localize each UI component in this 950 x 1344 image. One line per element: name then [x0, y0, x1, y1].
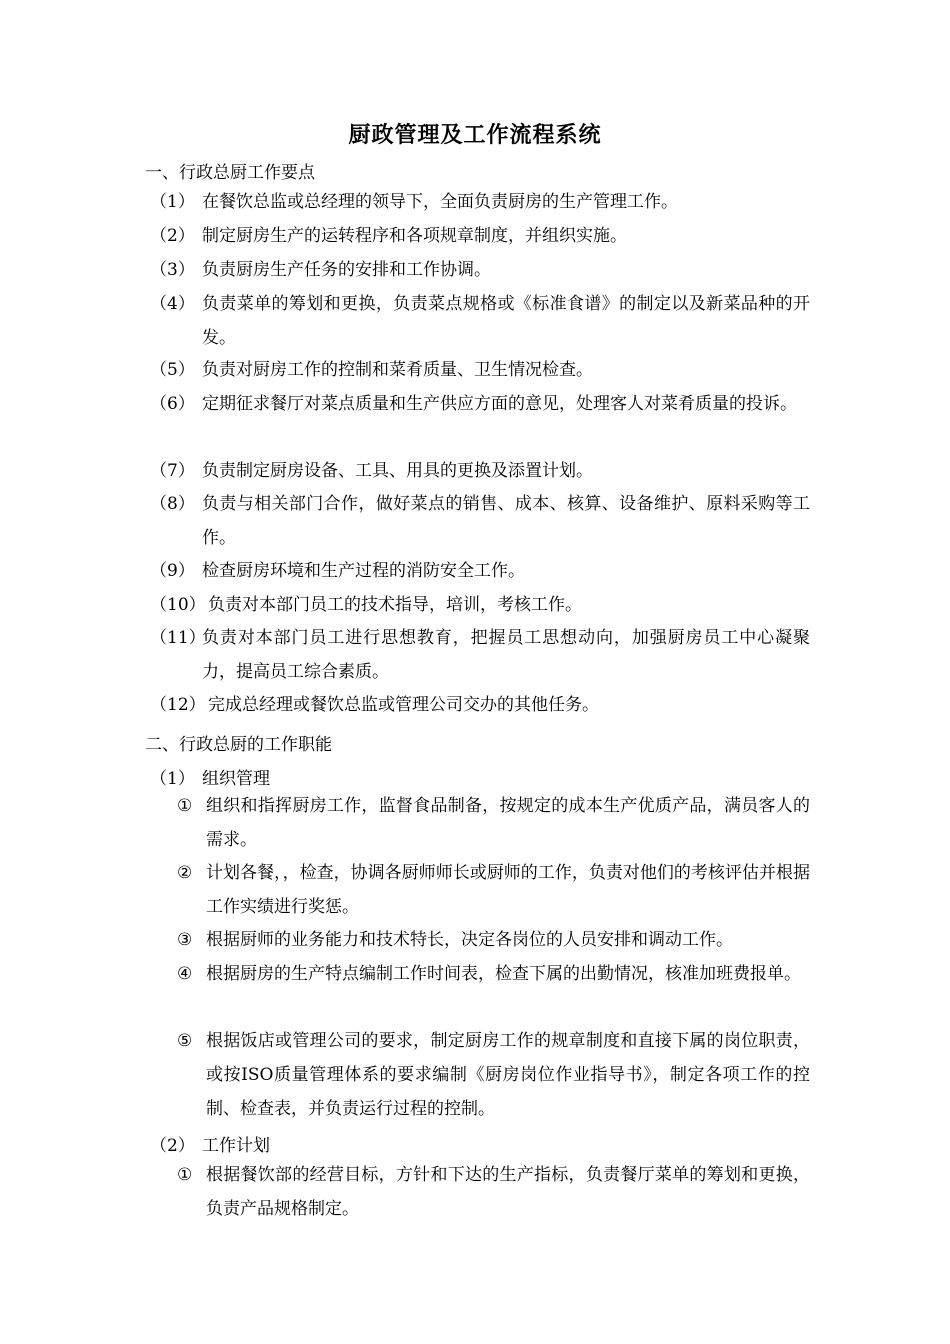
list-item [177, 789, 810, 857]
section-heading-1: 一、行政总厨工作要点 [145, 163, 315, 183]
list-item [177, 856, 810, 924]
item-number: ③ [177, 930, 193, 950]
list-item [150, 353, 810, 387]
item-number: （9） [150, 561, 195, 581]
item-number: （6） [150, 394, 195, 414]
list-item [150, 621, 810, 689]
list-item [150, 387, 810, 421]
item-text: 负责对本部门员工进行思想教育，把握员工思想动向，加强厨房员工中心凝聚力，提高员工综合素质。 [202, 628, 810, 682]
item-number: （4） [150, 294, 195, 314]
item-number: ⑤ [177, 1031, 193, 1051]
list-item [150, 185, 810, 219]
item-text: 制定厨房生产的运转程序和各项规章制度，并组织实施。 [202, 226, 627, 246]
item-number: （3） [150, 260, 195, 280]
item-number: （5） [150, 360, 195, 380]
subsection-heading [150, 1131, 270, 1156]
item-number: ② [177, 863, 193, 883]
item-text: 根据厨师的业务能力和技术特长，决定各岗位的人员安排和调动工作。 [206, 930, 733, 950]
item-number: ① [177, 1165, 193, 1185]
item-text: 定期征求餐厅对菜点质量和生产供应方面的意见，处理客人对菜肴质量的投诉。 [202, 394, 797, 414]
item-number: （12） [150, 695, 206, 715]
subsection-label: 工作计划 [202, 1136, 270, 1156]
item-text: 负责菜单的筹划和更换，负责菜点规格或《标准食谱》的制定以及新菜品种的开发。 [202, 294, 810, 348]
item-number: ① [177, 796, 193, 816]
list-item [177, 1024, 810, 1126]
item-text: 组织和指挥厨房工作，监督食品制备，按规定的成本生产优质产品，满员客人的需求。 [206, 796, 810, 850]
subsection-number: （2） [150, 1136, 195, 1156]
item-text: 检查厨房环境和生产过程的消防安全工作。 [202, 561, 525, 581]
list-item [150, 688, 810, 722]
list-item [150, 588, 810, 622]
item-text: 负责制定厨房设备、工具、用具的更换及添置计划。 [202, 461, 593, 481]
list-item [150, 554, 810, 588]
item-text: 根据餐饮部的经营目标，方针和下达的生产指标，负责餐厅菜单的筹划和更换，负责产品规格制定。 [206, 1165, 810, 1219]
subsection-number: （1） [150, 769, 195, 789]
item-text: 负责与相关部门合作，做好菜点的销售、成本、核算、设备维护、原料采购等工作。 [202, 494, 810, 548]
item-text: 负责厨房生产任务的安排和工作协调。 [202, 260, 491, 280]
item-number: ④ [177, 964, 193, 984]
list-item [177, 957, 810, 991]
list-item [177, 923, 810, 957]
document-title: 厨政管理及工作流程系统 [348, 122, 602, 148]
list-item [177, 1158, 810, 1226]
item-number: （8） [150, 494, 195, 514]
list-item [150, 454, 810, 488]
subsection-heading [150, 764, 270, 789]
item-text: 完成总经理或餐饮总监或管理公司交办的其他任务。 [208, 695, 599, 715]
item-number: （7） [150, 461, 195, 481]
subsection-label: 组织管理 [202, 769, 270, 789]
list-item [150, 219, 810, 253]
item-number: （2） [150, 226, 195, 246]
item-text: 根据厨房的生产特点编制工作时间表，检查下属的出勤情况，核准加班费报单。 [206, 964, 801, 984]
item-text: 负责对厨房工作的控制和菜肴质量、卫生情况检查。 [202, 360, 593, 380]
item-text: 计划各餐，，检查，协调各厨师师长或厨师的工作，负责对他们的考核评估并根据工作实绩进行奖惩。 [206, 863, 810, 917]
item-text: 负责对本部门员工的技术指导，培训，考核工作。 [208, 595, 582, 615]
item-number: （11） [150, 628, 206, 648]
item-text: 根据饭店或管理公司的要求，制定厨房工作的规章制度和直接下属的岗位职责，或按ISO质量管理体系的要求编制《厨房岗位作业指导书》，制定各项工作的控制、检查表，并负责运行过程的控制。 [206, 1031, 810, 1119]
section-heading-2: 二、行政总厨的工作职能 [145, 735, 332, 755]
item-number: （1） [150, 192, 195, 212]
list-item [150, 287, 810, 355]
item-number: （10） [150, 595, 206, 615]
list-item [150, 253, 810, 287]
item-text: 在餐饮总监或总经理的领导下，全面负责厨房的生产管理工作。 [202, 192, 678, 212]
list-item [150, 487, 810, 555]
